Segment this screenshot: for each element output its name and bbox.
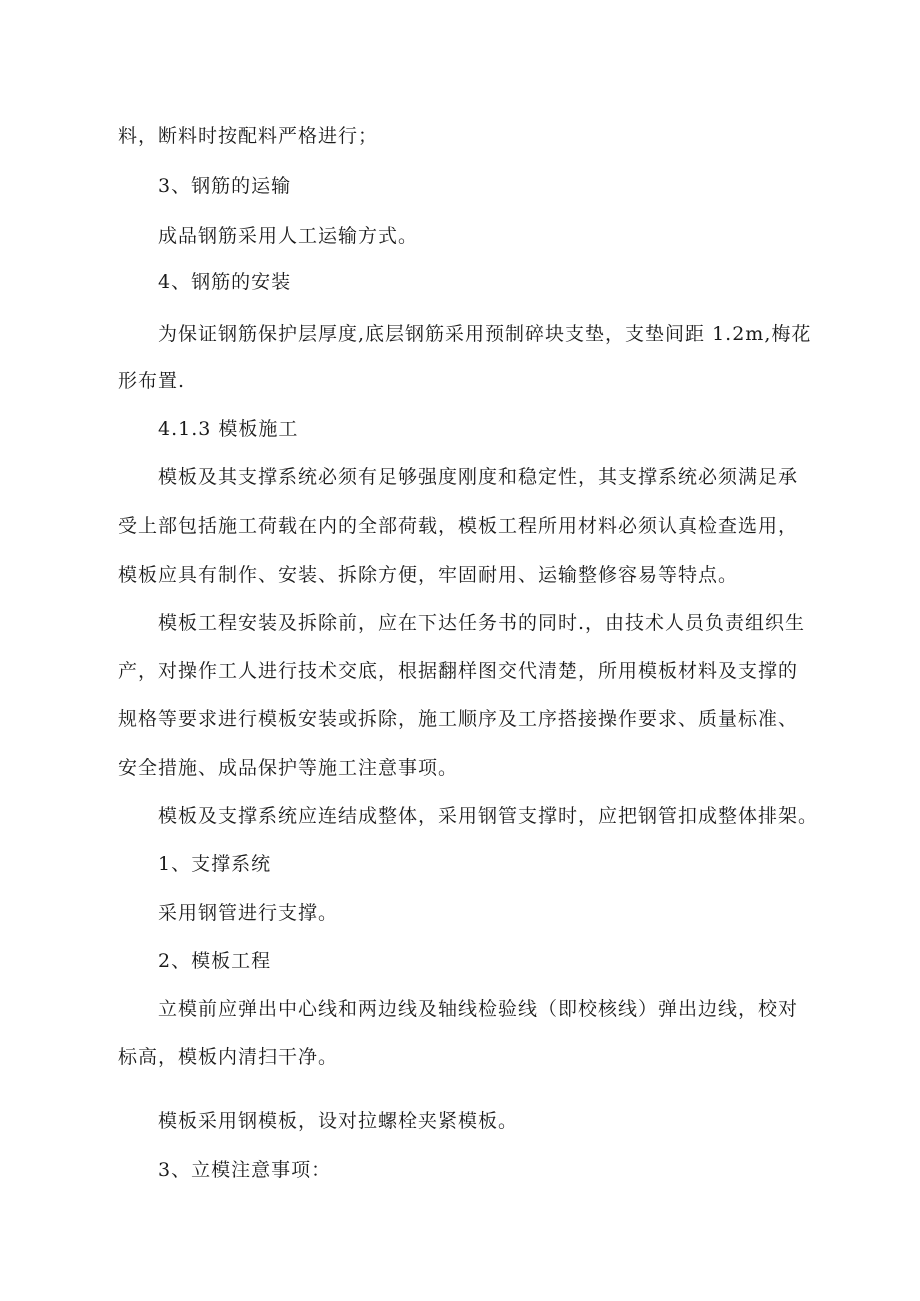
paragraph-formwork-strength-line-3: 模板应具有制作、安装、拆除方便，牢固耐用、运输整修容易等特点。 bbox=[118, 564, 739, 586]
paragraph-steel-formwork-bolts: 模板采用钢模板，设对拉螺栓夹紧模板。 bbox=[158, 1110, 519, 1132]
paragraph-formwork-preparation-line-4: 安全措施、成品保护等施工注意事项。 bbox=[118, 757, 459, 779]
text-line-continuation: 料，断料时按配料严格进行； bbox=[118, 125, 379, 147]
paragraph-cover-thickness-line-1: 为保证钢筋保护层厚度,底层钢筋采用预制碎块支垫，支垫间距 1.2m,梅花 bbox=[158, 323, 812, 345]
heading-steel-installation: 4、钢筋的安装 bbox=[158, 271, 292, 293]
heading-steel-transport: 3、钢筋的运输 bbox=[158, 175, 292, 197]
paragraph-formwork-strength-line-1: 模板及其支撑系统必须有足够强度刚度和稳定性，其支撑系统必须满足承 bbox=[158, 466, 799, 488]
section-heading-formwork: 4.1.3 模板施工 bbox=[158, 418, 299, 440]
paragraph-transport-method: 成品钢筋采用人工运输方式。 bbox=[158, 225, 419, 247]
paragraph-steel-pipe-support: 采用钢管进行支撑。 bbox=[158, 902, 339, 924]
heading-formwork-engineering: 2、模板工程 bbox=[158, 950, 272, 972]
paragraph-centerline-marking-line-2: 标高，模板内清扫干净。 bbox=[118, 1046, 339, 1068]
paragraph-formwork-preparation-line-1: 模板工程安装及拆除前，应在下达任务书的同时.，由技术人员负责组织生 bbox=[158, 612, 806, 634]
paragraph-formwork-preparation-line-2: 产，对操作工人进行技术交底，根据翻样图交代清楚，所用模板材料及支撑的 bbox=[118, 660, 799, 682]
paragraph-support-system-integration: 模板及支撑系统应连结成整体，采用钢管支撑时，应把钢管扣成整体排架。 bbox=[158, 805, 819, 827]
heading-support-system: 1、支撑系统 bbox=[158, 853, 272, 875]
paragraph-formwork-strength-line-2: 受上部包括施工荷载在内的全部荷载，模板工程所用材料必须认真检查选用， bbox=[118, 515, 799, 537]
paragraph-centerline-marking-line-1: 立模前应弹出中心线和两边线及轴线检验线（即校核线）弹出边线，校对 bbox=[158, 998, 799, 1020]
paragraph-formwork-preparation-line-3: 规格等要求进行模板安装或拆除，施工顺序及工序搭接操作要求、质量标准、 bbox=[118, 708, 799, 730]
paragraph-cover-thickness-line-2: 形布置. bbox=[118, 370, 186, 392]
heading-formwork-precautions: 3、立模注意事项： bbox=[158, 1159, 332, 1181]
